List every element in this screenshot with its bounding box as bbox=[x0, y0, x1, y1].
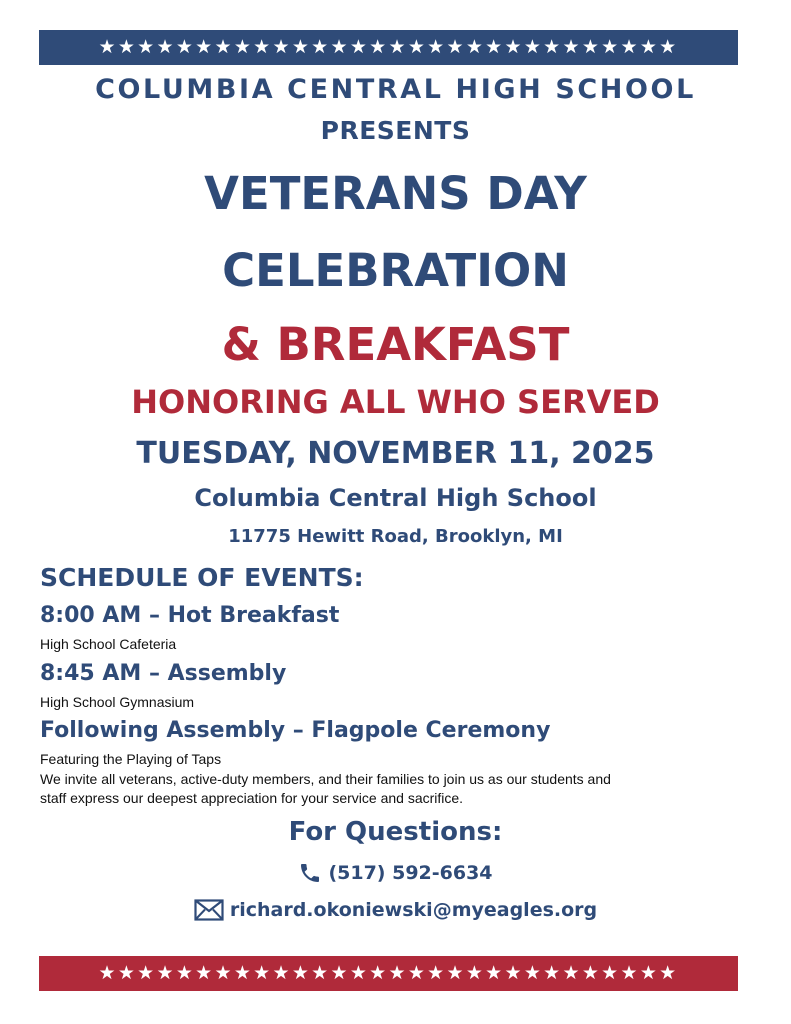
schedule-item-location: Featuring the Playing of Taps bbox=[40, 751, 222, 767]
top-star-banner bbox=[39, 30, 738, 65]
event-address: 11775 Hewitt Road, Brooklyn, MI bbox=[228, 526, 563, 547]
schedule-item-title: Following Assembly – Flagpole Ceremony bbox=[40, 718, 551, 743]
schedule-item-title: 8:00 AM – Hot Breakfast bbox=[40, 603, 340, 628]
title-line-breakfast: & BREAKFAST bbox=[221, 318, 570, 371]
title-line-celebration: CELEBRATION bbox=[222, 244, 569, 297]
phone-icon bbox=[298, 861, 322, 885]
school-name-heading: COLUMBIA CENTRAL HIGH SCHOOL bbox=[95, 74, 696, 105]
event-venue: Columbia Central High School bbox=[194, 484, 597, 512]
phone-number[interactable]: (517) 592-6634 bbox=[328, 861, 493, 884]
phone-line bbox=[0, 860, 791, 886]
honoring-tagline: HONORING ALL WHO SERVED bbox=[131, 383, 660, 421]
invitation-text-line-2: staff express our deepest appreciation for your service and sacrifice. bbox=[40, 790, 464, 806]
presents-heading: PRESENTS bbox=[320, 116, 471, 145]
schedule-item-title: 8:45 AM – Assembly bbox=[40, 661, 287, 686]
star-row: ★★★★★★★★★★★★★★★★★★★★★★★★★★★★★★ bbox=[98, 962, 679, 984]
bottom-star-banner bbox=[39, 956, 738, 991]
schedule-heading: SCHEDULE OF EVENTS: bbox=[40, 563, 364, 592]
invitation-text-line-1: We invite all veterans, active-duty members, and their families to join us as our students and bbox=[40, 771, 611, 787]
title-line-veterans-day: VETERANS DAY bbox=[204, 167, 587, 220]
event-date: TUESDAY, NOVEMBER 11, 2025 bbox=[136, 436, 655, 471]
email-address[interactable]: richard.okoniewski@myeagles.org bbox=[229, 898, 598, 921]
schedule-item-location: High School Gymnasium bbox=[40, 694, 195, 710]
questions-heading: For Questions: bbox=[288, 817, 503, 847]
schedule-item-location: High School Cafeteria bbox=[40, 636, 177, 652]
star-row: ★★★★★★★★★★★★★★★★★★★★★★★★★★★★★★ bbox=[98, 36, 679, 58]
envelope-icon bbox=[194, 899, 224, 921]
email-line bbox=[0, 897, 791, 923]
